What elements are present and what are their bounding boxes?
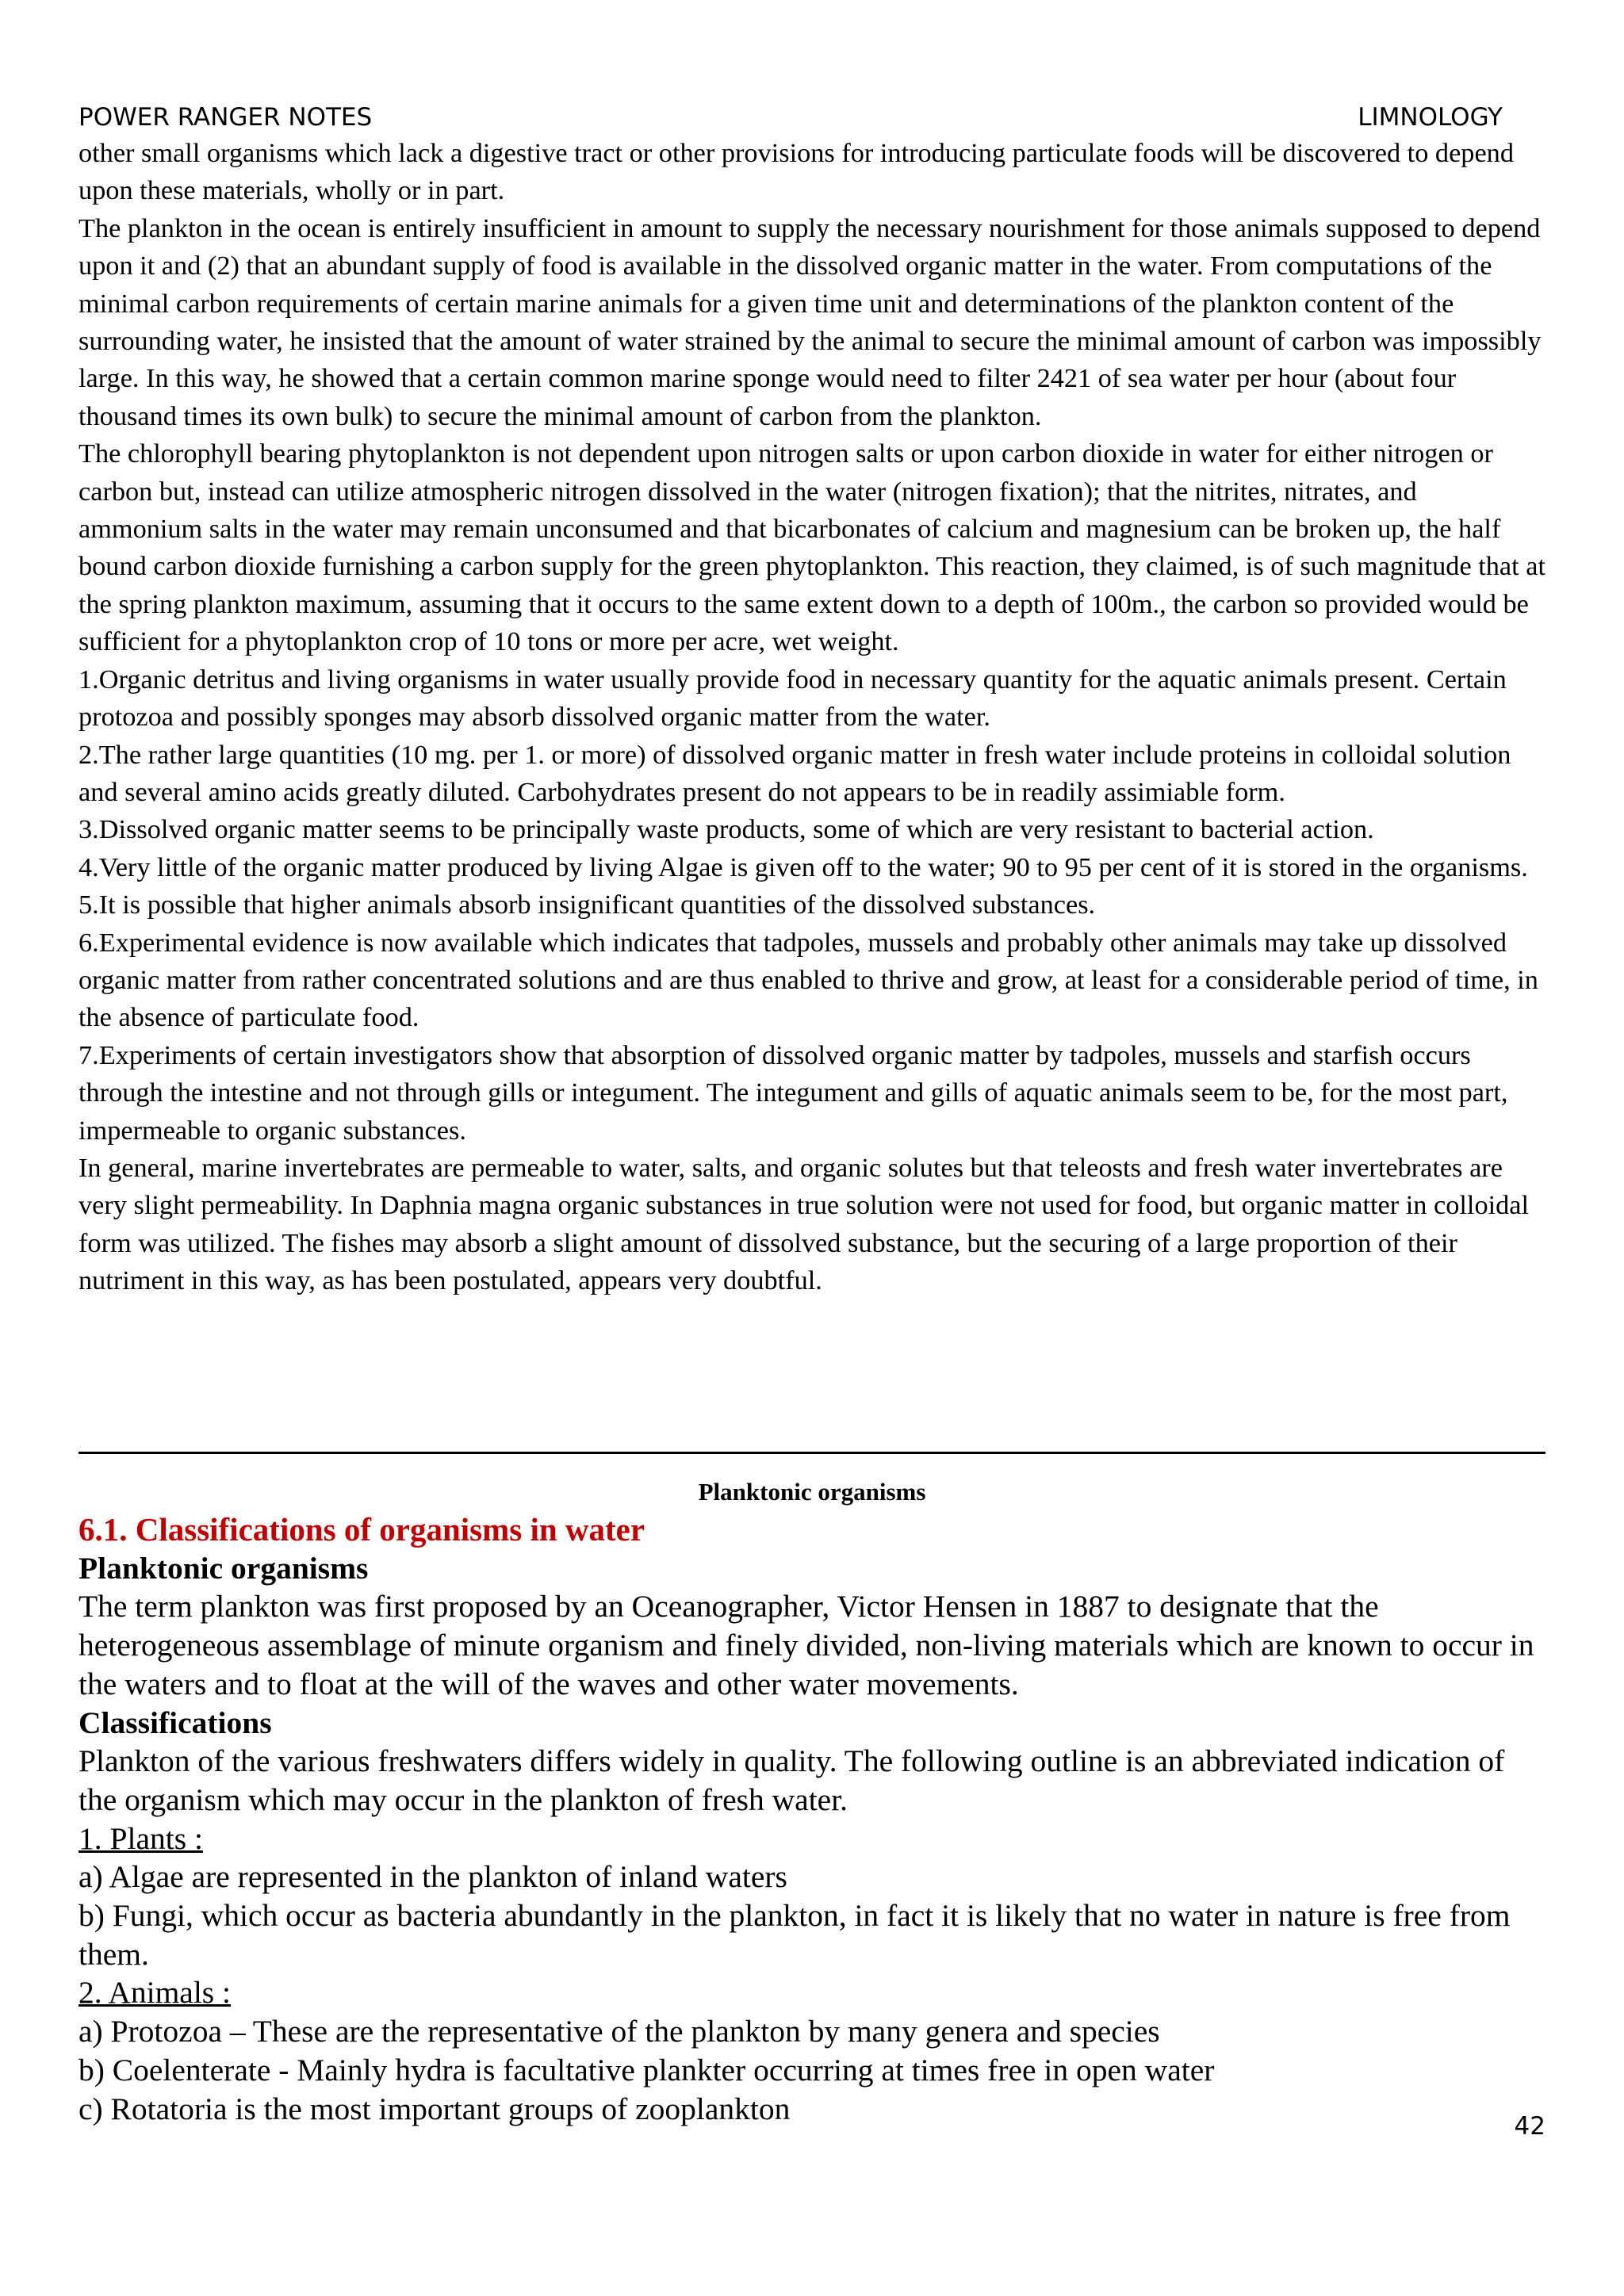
- subheading-classifications: Classifications: [79, 1705, 272, 1740]
- paragraph: The chlorophyll bearing phytoplankton is not dependent upon nitrogen salts or upon carbon dioxide in water for either nitrogen or carbon but, instead can utilize atmospheric nitrogen dissolved in the water (nitrogen fixation); that the nitrites, nitrates, and ammonium salts in the water may remain unconsumed and that bicarbonates of calcium and magnesium can be broken up, the half bound carbon dioxide furnishing a carbon supply for the green phytoplankton. This reaction, they claimed, is of such magnitude that at the spring plankton maximum, assuming that it occurs to the same extent down to a depth of 100m., the carbon so provided would be sufficient for a phytoplankton crop of 10 tons or more per acre, wet weight.: [79, 438, 1545, 657]
- body-text-upper: [79, 135, 1545, 1300]
- header-subject: LIMNOLOGY: [1358, 103, 1503, 132]
- header-title: POWER RANGER NOTES: [79, 103, 373, 132]
- paragraph: The plankton in the ocean is entirely insufficient in amount to supply the necessary nourishment for those animals supposed to depend upon it and (2) that an abundant supply of food is available in the dissolved organic matter in the water. From computations of the minimal carbon requirements of certain marine animals for a given time unit and determinations of the plankton content of the surrounding water, he insisted that the amount of water strained by the animal to secure the minimal amount of carbon was impossibly large. In this way, he showed that a certain common marine sponge would need to filter 2421 of sea water per hour (about four thousand times its own bulk) to secure the minimal amount of carbon from the plankton.: [79, 212, 1542, 431]
- numbered-point: 4.Very little of the organic matter produced by living Algae is given off to the water; 90 to 95 per cent of it is stored in the organisms.: [79, 851, 1528, 882]
- numbered-point: 3.Dissolved organic matter seems to be principally waste products, some of which are very resistant to bacterial action.: [79, 814, 1374, 845]
- subheading-planktonic-organisms: Planktonic organisms: [79, 1550, 369, 1586]
- list-heading-plants: 1. Plants :: [79, 1820, 203, 1856]
- numbered-point: 1.Organic detritus and living organisms in water usually provide food in necessary quantity for the aquatic animals present. Certain protozoa and possibly sponges may absorb dissolved organic matter from the water.: [79, 664, 1507, 733]
- numbered-point: 2.The rather large quantities (10 mg. per 1. or more) of dissolved organic matter in fresh water include proteins in colloidal solution and several amino acids greatly diluted. Carbohydrates present do not appears to be in readily assimiable form.: [79, 739, 1511, 807]
- numbered-point: 5.It is possible that higher animals absorb insignificant quantities of the dissolved substances.: [79, 890, 1096, 920]
- paragraph: The term plankton was first proposed by an Oceanographer, Victor Hensen in 1887 to designate that the heterogeneous assemblage of minute organism and finely divided, non-living materials which are known to occur in the waters and to float at the will of the waves and other water movements.: [79, 1589, 1534, 1701]
- paragraph: other small organisms which lack a digestive tract or other provisions for introducing particulate foods will be discovered to depend upon these materials, wholly or in part.: [79, 138, 1514, 206]
- list-item: a) Protozoa – These are the representative of the plankton by many genera and species: [79, 2014, 1160, 2049]
- list-item: c) Rotatoria is the most important groups of zooplankton: [79, 2091, 791, 2126]
- paragraph: Plankton of the various freshwaters differs widely in quality. The following outline is an abbreviated indication of the organism which may occur in the plankton of fresh water.: [79, 1743, 1505, 1817]
- numbered-point: 6.Experimental evidence is now available which indicates that tadpoles, mussels and probably other animals may take up dissolved organic matter from rather concentrated solutions and are thus enabled to thrive and grow, at least for a considerable period of time, in the absence of particulate food.: [79, 927, 1538, 1033]
- list-item: b) Coelenterate - Mainly hydra is facultative plankter occurring at times free in open water: [79, 2052, 1215, 2087]
- page-number: 42: [1514, 2112, 1545, 2141]
- section-heading: 6.1. Classifications of organisms in water: [79, 1511, 645, 1548]
- list-heading-animals: 2. Animals :: [79, 1975, 232, 2011]
- body-text-lower: [79, 1510, 1545, 2128]
- numbered-point: 7.Experiments of certain investigators show that absorption of dissolved organic matter by tadpoles, mussels and starfish occurs through the intestine and not through gills or integument. The integument and gills of aquatic animals seem to be, for the most part, impermeable to organic substances.: [79, 1039, 1508, 1146]
- horizontal-divider: [79, 1452, 1545, 1454]
- list-item: b) Fungi, which occur as bacteria abundantly in the plankton, in fact it is likely that no water in nature is free from them.: [79, 1898, 1511, 1972]
- page-header: [79, 100, 1503, 135]
- list-item: a) Algae are represented in the plankton of inland waters: [79, 1859, 787, 1895]
- section-label: Planktonic organisms: [698, 1478, 926, 1506]
- paragraph: In general, marine invertebrates are permeable to water, salts, and organic solutes but that teleosts and fresh water invertebrates are very slight permeability. In Daphnia magna organic substances in true solution were not used for food, but organic matter in colloidal form was utilized. The fishes may absorb a slight amount of dissolved substance, but the securing of a large proportion of their nutriment in this way, as has been postulated, appears very doubtful.: [79, 1152, 1530, 1296]
